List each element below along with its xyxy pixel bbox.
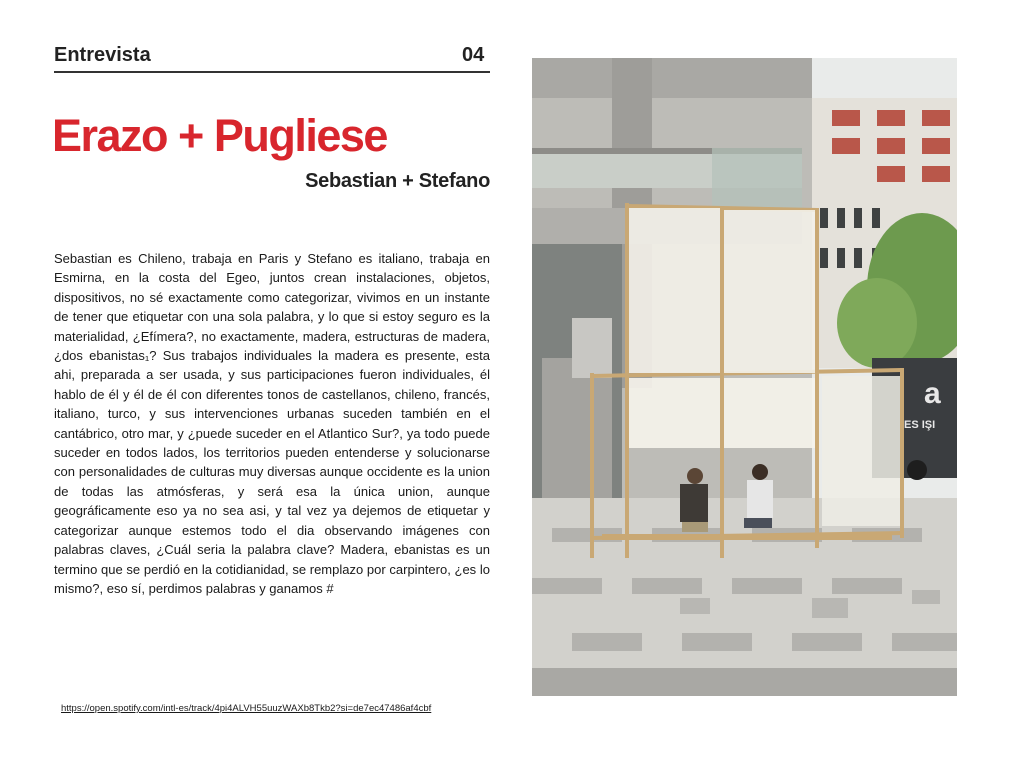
section-label: Entrevista	[54, 44, 151, 66]
page-number: 04	[462, 44, 485, 66]
truck-subtext: ES IŞI	[904, 419, 936, 431]
spotify-link[interactable]: https://open.spotify.com/intl-es/track/4pi4ALVH55uuzWAXb8Tkb2?si=de7ec47486af4cbf	[61, 703, 432, 714]
header-rule	[54, 71, 490, 73]
article-body: Sebastian es Chileno, trabaja en Paris y Stefano es italiano, trabaja en Esmirna, en la costa del Egeo, juntos crean instalaciones, objetos, dispositivos, no sé exactamente como categorizar, vivimos en un instante de tener que etiquetar con una sola palabra, y lo que si estoy seguro es la materialidad, ¿Efímera?, no exactamente, madera, estructuras de madera, ¿dos ebanistas₁? Sus trabajos individuales la madera es presente, esta ahi, preparada a ser usada, y sus participaciones fueron individuales, él hablo de él y él de él con diferentes tonos de castellanos, chileno, francés, italiano, turco, y sus intervenciones urbanas suceden también en el cantábrico, otro mar, y ¿puede suceder en el Atlantico Sur?, ya todo puede suceder en todos lados, los territorios pueden entenderse y solucionarse con personalidades de culturas muy diversas aunque occidente es la union de todas las atmósferas, y será esa la única union, aunque geográficamente eso ya no sea asi, y tal vez ya dejemos de etiquetar y categorizar aunque estemos todo el dia observando imágenes con palabras claves, ¿Cuál seria la palabra clave? Madera, ebanistas es un termino que se perdió en la cotidianidad, se remplazo por carpintero, ¿es lo mismo?, eso sí, perdimos palabras y ganamos #	[54, 251, 490, 596]
truck-logo: a	[924, 377, 941, 410]
article-subtitle: Sebastian + Stefano	[305, 170, 490, 192]
article-title: Erazo + Pugliese	[52, 110, 387, 161]
installation-photo	[532, 58, 957, 696]
